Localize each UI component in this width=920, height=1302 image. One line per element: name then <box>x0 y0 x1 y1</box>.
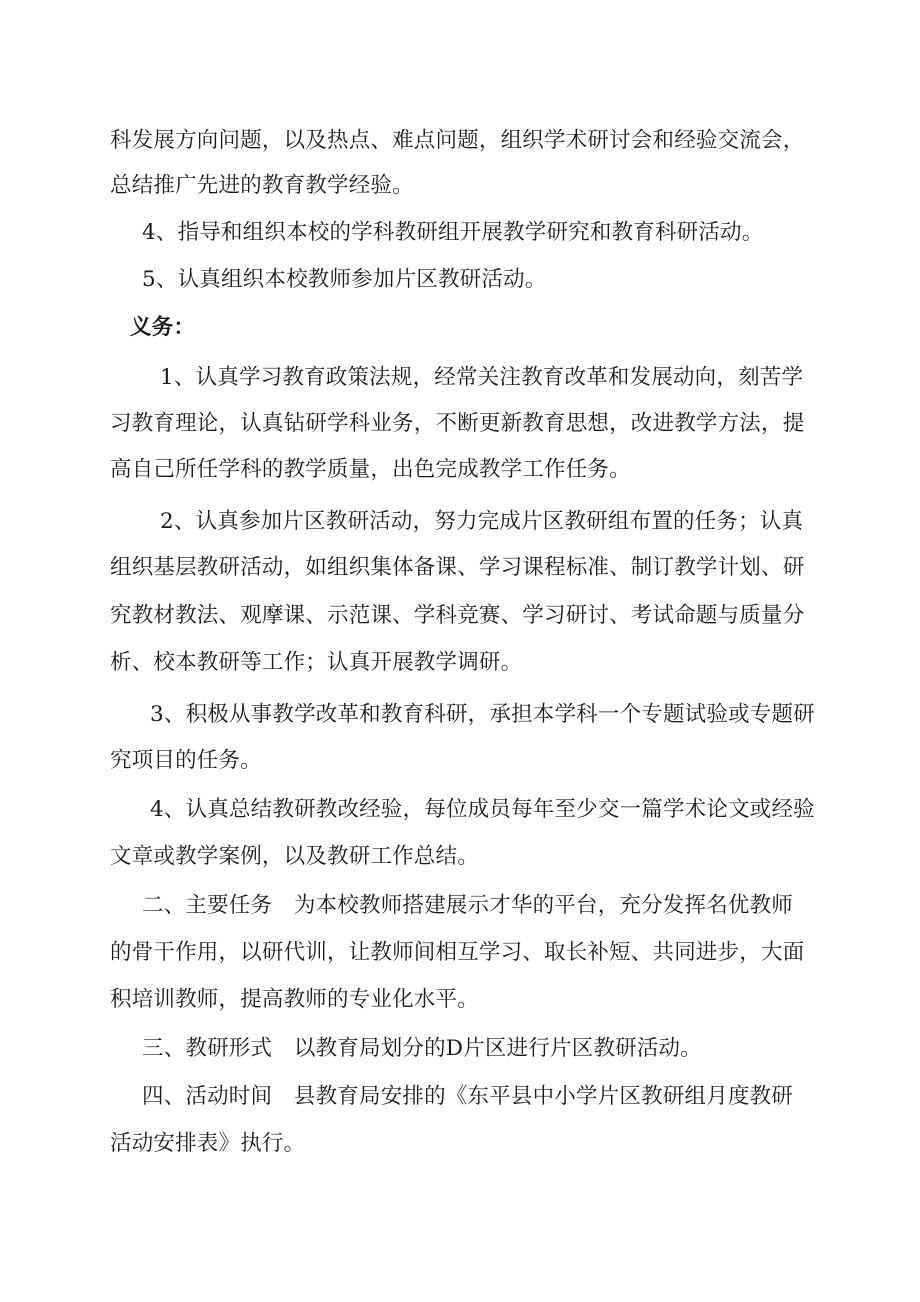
duty-item-4: 4、认真总结教研教改经验，每位成员每年至少交一篇学术论文或经验 <box>150 797 815 822</box>
section-heading-duties: 义务： <box>130 315 196 340</box>
text-line: 活动安排表》执行。 <box>110 1131 306 1156</box>
duty-item-1: 1、认真学习教育政策法规，经常关注教育改革和发展动向，刻苦学 <box>160 365 804 390</box>
list-item-5: 5、认真组织本校教师参加片区教研活动。 <box>142 267 547 292</box>
text-line: 科发展方向问题，以及热点、难点问题，组织学术研讨会和经验交流会， <box>110 128 805 153</box>
text-line: 究教材教法、观摩课、示范课、学科竞赛、学习研讨、考试命题与质量分 <box>110 603 805 628</box>
text-line: 总结推广先进的教育教学经验。 <box>110 173 414 198</box>
duty-item-2: 2、认真参加片区教研活动，努力完成片区教研组布置的任务；认真 <box>160 509 804 534</box>
section-activity-time: 四、活动时间 县教育局安排的《东平县中小学片区教研组月度教研 <box>142 1084 794 1109</box>
text-line: 积培训教师，提高教师的专业化水平。 <box>110 987 479 1012</box>
text-line: 高自己所任学科的教学质量，出色完成教学工作任务。 <box>110 457 631 482</box>
section-main-tasks: 二、主要任务 为本校教师搭建展示才华的平台，充分发挥名优教师 <box>142 893 794 918</box>
text-line: 文章或教学案例，以及教研工作总结。 <box>110 844 479 869</box>
text-line: 习教育理论，认真钻研学科业务，不断更新教育思想，改进教学方法，提 <box>110 411 805 436</box>
section-research-form: 三、教研形式 以教育局划分的D片区进行片区教研活动。 <box>142 1036 702 1061</box>
text-line: 组织基层教研活动，如组织集体备课、学习课程标准、制订教学计划、研 <box>110 555 805 580</box>
text-line: 析、校本教研等工作；认真开展教学调研。 <box>110 650 523 675</box>
list-item-4: 4、指导和组织本校的学科教研组开展教学研究和教育科研活动。 <box>142 220 764 245</box>
text-line: 的骨干作用，以研代训，让教师间相互学习、取长补短、共同进步，大面 <box>110 940 805 965</box>
text-line: 究项目的任务。 <box>110 748 262 773</box>
duty-item-3: 3、积极从事教学改革和教育科研，承担本学科一个专题试验或专题研 <box>150 702 815 727</box>
